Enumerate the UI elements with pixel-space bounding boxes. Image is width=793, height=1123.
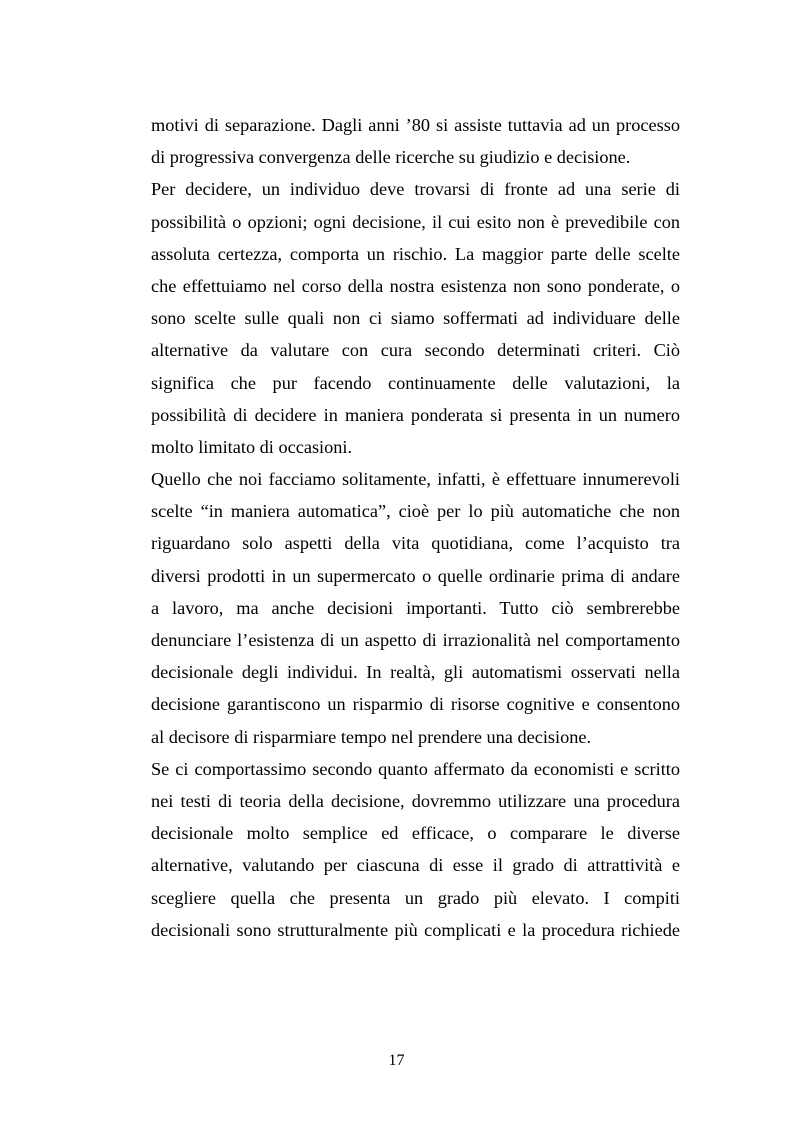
body-text <box>151 109 680 946</box>
text-line: possibilità di decidere in maniera ponderata si presenta in un numero <box>151 404 680 425</box>
text-line: alternative da valutare con cura secondo determinati criteri. Ciò <box>151 340 680 361</box>
text-line: decisionali sono strutturalmente più complicati e la procedura richiede <box>151 919 680 940</box>
text-line: decisionale degli individui. In realtà, gli automatismi osservati nella <box>151 662 680 683</box>
text-line: decisione garantiscono un risparmio di risorse cognitive e consentono <box>151 694 680 715</box>
text-line: significa che pur facendo continuamente delle valutazioni, la <box>151 372 680 393</box>
text-line: nei testi di teoria della decisione, dovremmo utilizzare una procedura <box>151 790 680 811</box>
text-line: diversi prodotti in un supermercato o quelle ordinarie prima di andare <box>151 565 680 586</box>
text-line: al decisore di risparmiare tempo nel prendere una decisione. <box>151 726 592 747</box>
text-line: di progressiva convergenza delle ricerche su giudizio e decisione. <box>151 147 631 168</box>
text-line: Quello che noi facciamo solitamente, infatti, è effettuare innumerevoli <box>151 469 680 490</box>
text-line: che effettuiamo nel corso della nostra esistenza non sono ponderate, o <box>151 275 680 296</box>
text-line: decisionale molto semplice ed efficace, o comparare le diverse <box>151 823 680 844</box>
text-line: Per decidere, un individuo deve trovarsi di fronte ad una serie di <box>151 179 680 200</box>
text-line: molto limitato di occasioni. <box>151 436 353 457</box>
text-line: scelte “in maniera automatica”, cioè per lo più automatiche che non <box>151 501 680 522</box>
text-line: denunciare l’esistenza di un aspetto di irrazionalità nel comportamento <box>151 630 680 650</box>
text-line: scegliere quella che presenta un grado più elevato. I compiti <box>151 887 680 908</box>
text-line: a lavoro, ma anche decisioni importanti. Tutto ciò sembrerebbe <box>151 597 680 618</box>
text-line: alternative, valutando per ciascuna di esse il grado di attrattività e <box>151 855 680 876</box>
page-number: 17 <box>388 1052 405 1069</box>
text-line: riguardano solo aspetti della vita quotidiana, come l’acquisto tra <box>151 533 680 554</box>
text-line: sono scelte sulle quali non ci siamo soffermati ad individuare delle <box>151 308 680 329</box>
text-line: Se ci comportassimo secondo quanto affermato da economisti e scritto <box>151 758 680 779</box>
text-line: motivi di separazione. Dagli anni ’80 si assiste tuttavia ad un processo <box>151 115 680 135</box>
text-line: assoluta certezza, comporta un rischio. La maggior parte delle scelte <box>151 243 680 264</box>
text-line: possibilità o opzioni; ogni decisione, il cui esito non è prevedibile con <box>151 211 680 232</box>
